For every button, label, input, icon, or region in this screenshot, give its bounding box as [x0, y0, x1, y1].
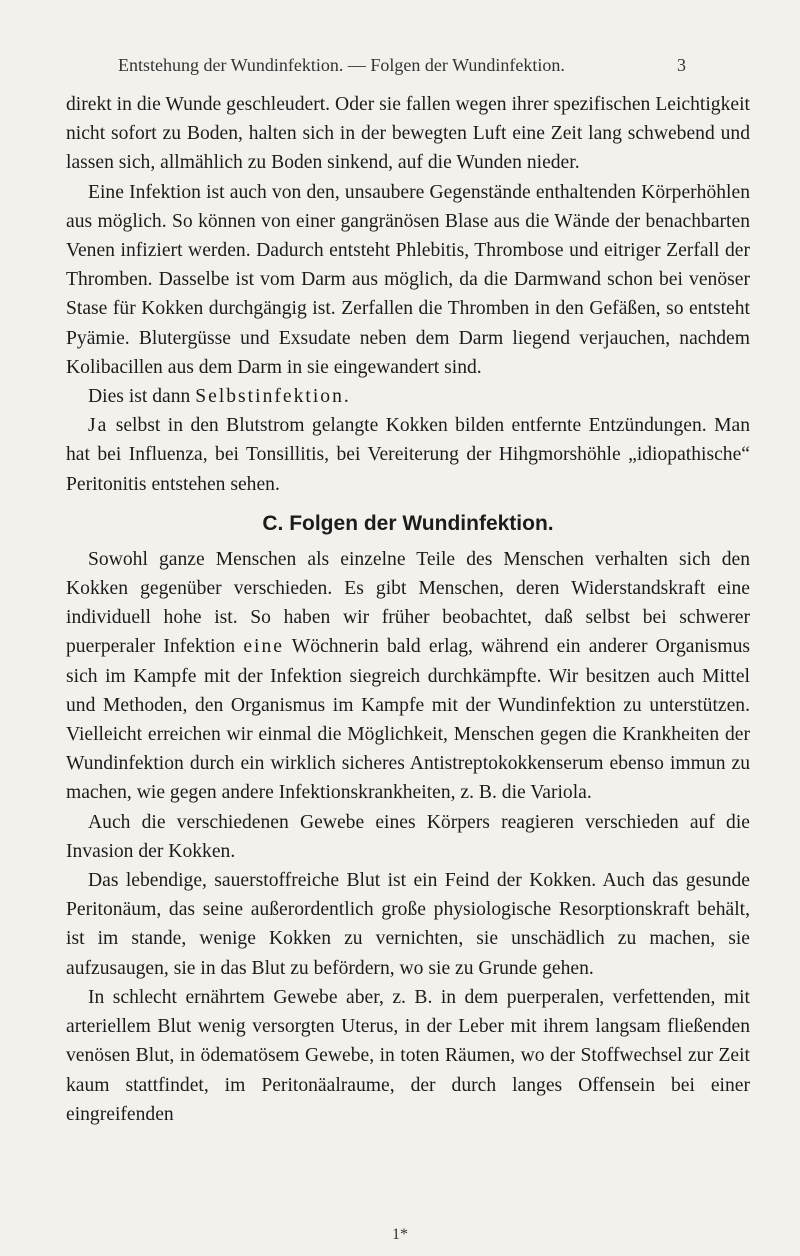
- self-infection-term: Selbstinfektion.: [195, 386, 351, 408]
- paragraph-resistance-first-word: Sowohl: [88, 548, 148, 570]
- paragraph-bloodstream-first-word: Ja: [88, 415, 109, 437]
- paragraph-blood-peritoneum: Das lebendige, sauerstoffreiche Blut ist ein Feind der Kokken. Auch das gesunde Peritonäum, das seine außerordentlich große physiologische Resorptionskraft behält, ist im stande, wenige Kokken zu vernichten, sie unschädlich zu machen, sie aufzusaugen, sie in das Blut zu befördern, wo sie zu Grunde gehen.: [66, 870, 750, 979]
- paragraph-resistance-text-2: Wöchnerin bald erlag, während ein anderer Organismus sich im Kampfe mit der Infektion siegreich durchkämpfte. Wir besitzen auch Mittel und Methoden, den Organismus im Kampfe mit der Wundinfektion zu unterstützen. Vielleicht erreichen wir einmal die Möglichkeit, Menschen gegen die Krankheiten der Wundinfektion durch ein wirklich sicheres Antistreptokokkenserum ebenso immun zu machen, wie gegen andere Infektionskrankheiten, z. B. die Variola.: [66, 636, 750, 804]
- paragraph-resistance-text-1: ganze Menschen als einzelne Teile des Menschen verhalten sich den Kokken gegenüber verschieden. Es gibt Menschen, deren Widerstandskraft eine individuell hohe ist. So haben wir früher beobachtet, daß selbst bei schwerer puerperaler Infektion: [66, 548, 750, 658]
- body-text: [66, 90, 750, 1129]
- section-heading: C. Folgen der Wundinfektion.: [262, 511, 554, 535]
- paragraph-bloodstream: [66, 411, 750, 499]
- paragraph-body-cavities: Eine Infektion ist auch von den, unsaubere Gegenstände enthaltenden Körperhöhlen aus möglich. So können von einer gangränösen Blase aus die Wände der benachbarten Venen infiziert werden. Dadurch entsteht Phlebitis, Thrombose und eitriger Zerfall der Thromben. Dasselbe ist vom Darm aus möglich, da die Darmwand schon bei venöser Stase für Kokken durchgängig ist. Zerfallen die Thromben in den Gefäßen, so entsteht Pyämie. Blutergüsse und Exsudate neben dem Darm liegend verjauchen, nachdem Kolibacillen aus dem Darm in sie eingewandert sind.: [66, 181, 750, 378]
- emphasized-word: eine: [243, 636, 284, 658]
- page-number: 3: [677, 55, 686, 75]
- signature-mark: 1*: [392, 1226, 408, 1243]
- paragraph-self-infection: [66, 382, 750, 411]
- paragraph-continuation: direkt in die Wunde geschleudert. Oder sie fallen wegen ihrer spezifischen Leichtigkeit nicht sofort zu Boden, halten sich in der bewegten Luft eine Zeit lang schwebend und lassen sich, allmählich zu Boden sinkend, auf die Wunden nieder.: [66, 94, 750, 174]
- paragraph-poor-tissue: In schlecht ernährtem Gewebe aber, z. B. in dem puerperalen, verfettenden, mit arteriellem Blut wenig versorgten Uterus, in der Leber mit ihrem langsam fließenden venösen Blut, in ödematösem Gewebe, in toten Räumen, wo der Stoffwechsel zur Zeit kaum stattfindet, im Peritonäalraume, der durch langes Offensein bei einer eingreifenden: [66, 986, 750, 1125]
- self-infection-prefix: Dies ist dann: [88, 386, 196, 408]
- running-title: Entstehung der Wundinfektion. — Folgen der Wundinfektion.: [118, 55, 565, 75]
- paragraph-bloodstream-text: selbst in den Blutstrom gelangte Kokken bilden entfernte Entzündungen. Man hat bei Influenza, bei Tonsillitis, bei Vereiterung der Hihgmorshöhle „idiopathische“ Peritonitis entstehen sehen.: [66, 415, 750, 495]
- paragraph-tissues: Auch die verschiedenen Gewebe eines Körpers reagieren verschieden auf die Invasion der Kokken.: [66, 811, 750, 862]
- paragraph-resistance: [66, 545, 750, 808]
